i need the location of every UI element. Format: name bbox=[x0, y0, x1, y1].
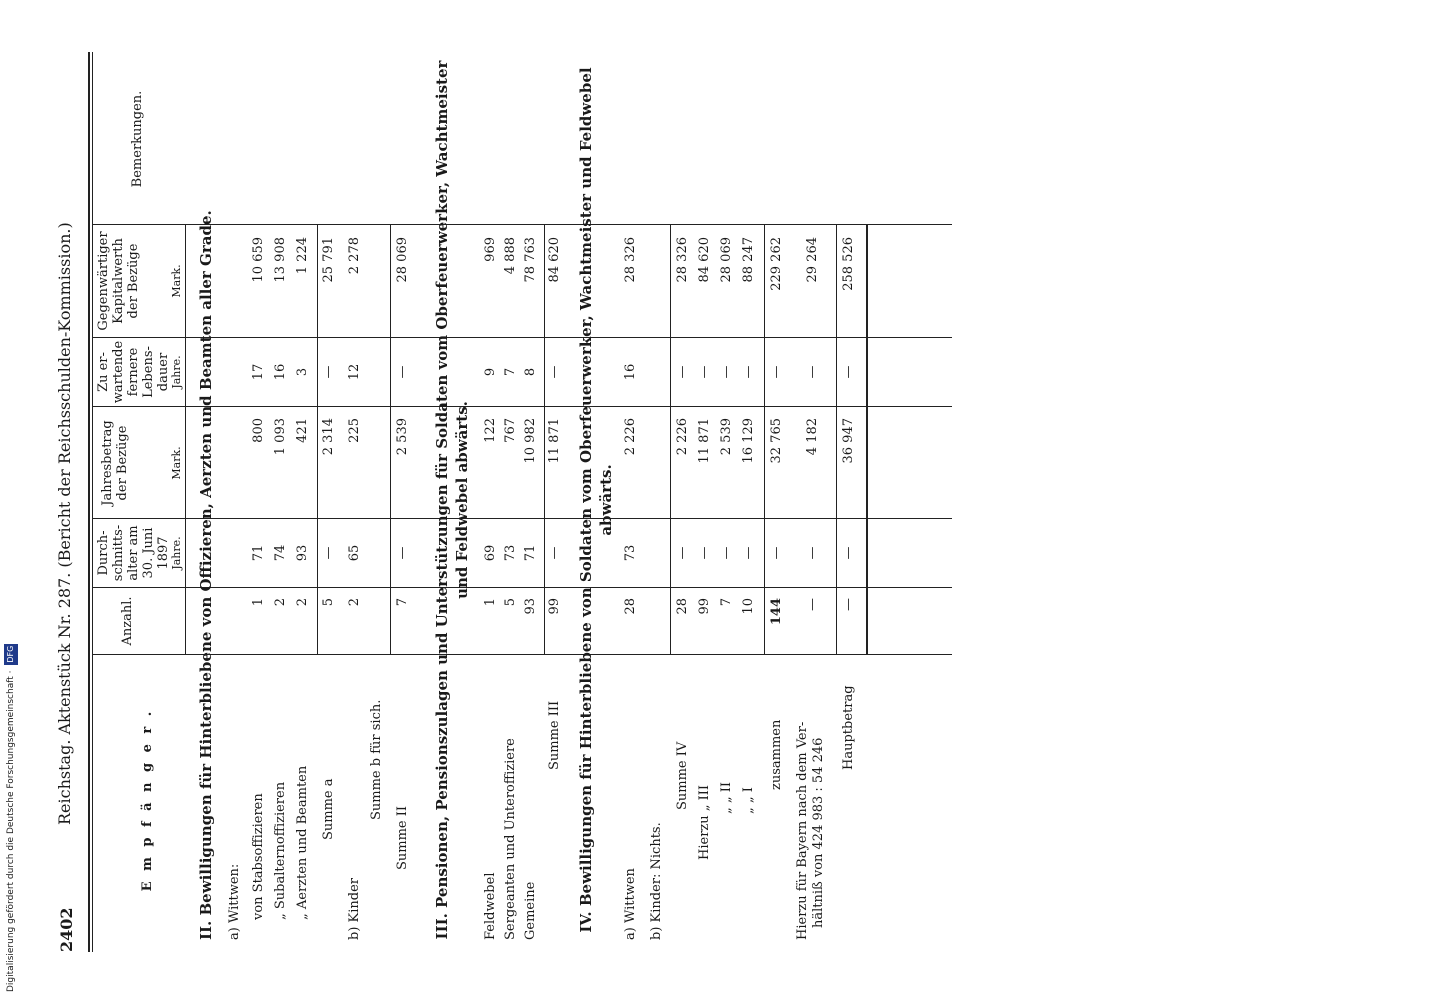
cell-jahresbetrag: 2 314 bbox=[321, 418, 336, 456]
column-divider-3 bbox=[92, 518, 952, 519]
cell-kapitalwerth: 84 620 bbox=[697, 237, 712, 283]
cell-alter: — bbox=[675, 546, 690, 560]
cell-lebensdauer: 17 bbox=[251, 363, 266, 381]
cell-lebensdauer: — bbox=[675, 365, 690, 379]
cell-lebensdauer: 8 bbox=[523, 367, 538, 377]
cell-alter: — bbox=[841, 546, 856, 560]
cell-jahresbetrag: 2 539 bbox=[719, 418, 734, 456]
row-label-summe-b: Summe b für sich. bbox=[369, 699, 384, 820]
row-label-hauptbetrag: Hauptbetrag bbox=[841, 685, 856, 770]
row-label-hierzu-I: „ „ I bbox=[741, 787, 756, 814]
cell-anzahl: 10 bbox=[741, 598, 756, 615]
cell-jahresbetrag: 122 bbox=[483, 418, 498, 443]
digitization-credit-text bbox=[4, 600, 18, 992]
cell-kapitalwerth: 84 620 bbox=[547, 237, 562, 283]
cell-alter: — bbox=[697, 546, 712, 560]
cell-kapitalwerth: 28 069 bbox=[395, 237, 410, 283]
cell-kapitalwerth: 10 659 bbox=[251, 237, 266, 283]
row-label-summe-IV: Summe IV bbox=[675, 741, 690, 810]
cell-lebensdauer: 16 bbox=[273, 363, 288, 381]
cell-kapitalwerth: 1 224 bbox=[295, 237, 310, 275]
top-rule-thin bbox=[92, 52, 93, 952]
sum-rule bbox=[670, 225, 671, 655]
row-label-zusammen: zusammen bbox=[769, 719, 784, 790]
cell-anzahl: 28 bbox=[623, 598, 638, 615]
cell-kapitalwerth: 2 278 bbox=[347, 237, 362, 275]
cell-anzahl: 99 bbox=[697, 598, 712, 615]
row-label: von Stabsoffizieren bbox=[251, 793, 266, 920]
cell-alter: 93 bbox=[295, 544, 310, 562]
cell-anzahl: 2 bbox=[273, 598, 288, 607]
cell-alter: — bbox=[719, 546, 734, 560]
cell-anzahl: 99 bbox=[547, 598, 562, 615]
cell-alter: — bbox=[547, 546, 562, 560]
header-jahresbetrag: Jahresbetrag der Bezüge bbox=[100, 420, 130, 506]
row-label: Feldwebel bbox=[483, 872, 498, 940]
cell-jahresbetrag: 2 226 bbox=[675, 418, 690, 456]
column-divider-6 bbox=[92, 224, 952, 225]
cell-alter: — bbox=[321, 546, 336, 560]
cell-alter: 71 bbox=[251, 544, 266, 562]
cell-jahresbetrag: 421 bbox=[295, 418, 310, 443]
cell-kapitalwerth: 28 326 bbox=[675, 237, 690, 283]
cell-kapitalwerth: 4 888 bbox=[503, 237, 518, 275]
row-label-bayern-2: hältniß von 424 983 : 54 246 bbox=[811, 737, 826, 928]
cell-alter: 74 bbox=[273, 544, 288, 562]
cell-jahresbetrag: 11 871 bbox=[697, 418, 712, 464]
section-III-title: III. Pensionen, Pensionszulagen und Unterstützungen für Soldaten vom Oberfeuerwerker, Wachtmeister und Feldwebel abwärts. bbox=[433, 60, 471, 940]
cell-kapitalwerth: 88 247 bbox=[741, 237, 756, 283]
row-label: „ Subalternoffizieren bbox=[273, 781, 288, 920]
cell-kapitalwerth: 78 763 bbox=[523, 237, 538, 283]
header-empfaenger: E m p f ä n g e r . bbox=[140, 708, 155, 892]
column-divider-1 bbox=[92, 654, 952, 655]
dfg-logo: DFG bbox=[4, 644, 18, 665]
cell-jahresbetrag: 11 871 bbox=[547, 418, 562, 464]
header-bottom-rule bbox=[185, 225, 186, 655]
sum-rule bbox=[544, 225, 545, 655]
cell-alter: 73 bbox=[623, 544, 638, 562]
cell-anzahl: 7 bbox=[395, 598, 410, 607]
cell-jahresbetrag: 32 765 bbox=[769, 418, 784, 464]
header-anzahl: Anzahl. bbox=[120, 596, 135, 646]
cell-jahresbetrag: 10 982 bbox=[523, 418, 538, 464]
cell-kapitalwerth: 29 264 bbox=[805, 237, 820, 283]
cell-alter: — bbox=[805, 546, 820, 560]
cell-anzahl: — bbox=[841, 598, 856, 611]
cell-anzahl: 5 bbox=[503, 598, 518, 607]
cell-jahresbetrag: 800 bbox=[251, 418, 266, 443]
column-divider-4 bbox=[92, 406, 952, 407]
cell-lebensdauer: — bbox=[741, 365, 756, 379]
sum-rule bbox=[317, 225, 318, 655]
cell-alter: 69 bbox=[483, 544, 498, 562]
cell-kapitalwerth: 969 bbox=[483, 237, 498, 262]
table-bottom-rule bbox=[866, 225, 868, 655]
sum-rule bbox=[764, 225, 765, 655]
cell-anzahl: — bbox=[805, 598, 820, 611]
digitization-credit bbox=[2, 600, 16, 992]
cell-jahresbetrag: 767 bbox=[503, 418, 518, 443]
credit-text: Digitalisierung gefördert durch die Deutsche Forschungsgemeinschaft bbox=[6, 676, 16, 992]
header-bemerkungen: Bemerkungen. bbox=[130, 90, 145, 188]
cell-alter: 65 bbox=[347, 544, 362, 562]
cell-lebensdauer: — bbox=[547, 365, 562, 379]
header-kapitalwerth: Gegenwärtiger Kapitalwerth der Bezüge bbox=[96, 231, 141, 331]
running-head: Reichstag. Aktenstück Nr. 287. (Bericht der Reichsschulden-Kommission.) bbox=[55, 222, 74, 825]
row-label: „ Aerzten und Beamten bbox=[295, 765, 310, 920]
cell-anzahl: 2 bbox=[347, 598, 362, 607]
sum-rule bbox=[390, 225, 391, 655]
row-label: Gemeine bbox=[523, 881, 538, 940]
cell-alter: 71 bbox=[523, 544, 538, 562]
row-label-bayern-1: Hierzu für Bayern nach dem Ver- bbox=[795, 721, 810, 940]
top-rule bbox=[88, 52, 90, 952]
cell-lebensdauer: 7 bbox=[503, 367, 518, 377]
header-kapitalwerth-unit: Mark. bbox=[170, 264, 183, 298]
header-alter-unit: Jahre. bbox=[170, 536, 183, 570]
column-divider-5 bbox=[92, 337, 952, 338]
row-label-summe-II: Summe II bbox=[395, 805, 410, 870]
cell-kapitalwerth: 28 326 bbox=[623, 237, 638, 283]
row-label: Sergeanten und Unteroffiziere bbox=[503, 738, 518, 940]
cell-jahresbetrag: 4 182 bbox=[805, 418, 820, 456]
cell-jahresbetrag: 36 947 bbox=[841, 418, 856, 464]
header-lebensdauer-unit: Jahre. bbox=[170, 355, 183, 389]
cell-alter: — bbox=[741, 546, 756, 560]
section-IV-title: IV. Bewilligungen für Hinterbliebene von Soldaten vom Oberfeuerwerker, Wachtmeister und Feldwebel abwärts. bbox=[577, 67, 615, 933]
cell-kapitalwerth: 229 262 bbox=[769, 237, 784, 291]
row-label-kinder: b) Kinder bbox=[347, 878, 362, 940]
cell-anzahl: 2 bbox=[295, 598, 310, 607]
cell-alter: 73 bbox=[503, 544, 518, 562]
cell-lebensdauer: — bbox=[769, 365, 784, 379]
header-alter: Durch-schnitts-alter am 30. Juni 1897 bbox=[96, 524, 171, 582]
cell-lebensdauer: 12 bbox=[347, 363, 362, 381]
row-label-hierzu-II: „ „ II bbox=[719, 781, 734, 814]
row-label-kinder-nichts: b) Kinder: Nichts. bbox=[649, 822, 664, 940]
cell-anzahl: 28 bbox=[675, 598, 690, 615]
header-lebensdauer: Zu er-wartende fernere Lebens-dauer bbox=[96, 340, 171, 404]
cell-lebensdauer: — bbox=[395, 365, 410, 379]
cell-kapitalwerth: 25 791 bbox=[321, 237, 336, 283]
section-II-title: II. Bewilligungen für Hinterbliebene von Offizieren, Aerzten und Beamten aller Grade. bbox=[197, 210, 215, 940]
credit-separator: · bbox=[6, 667, 16, 677]
cell-lebensdauer: 9 bbox=[483, 367, 498, 377]
cell-jahresbetrag: 2 539 bbox=[395, 418, 410, 456]
cell-anzahl: 7 bbox=[719, 598, 734, 607]
cell-lebensdauer: 3 bbox=[295, 367, 310, 377]
cell-kapitalwerth: 13 908 bbox=[273, 237, 288, 283]
cell-anzahl: 93 bbox=[523, 598, 538, 615]
cell-jahresbetrag: 1 093 bbox=[273, 418, 288, 456]
cell-lebensdauer: — bbox=[719, 365, 734, 379]
row-label-wittwen: a) Wittwen bbox=[623, 868, 638, 940]
cell-lebensdauer: — bbox=[841, 365, 856, 379]
cell-jahresbetrag: 2 226 bbox=[623, 418, 638, 456]
cell-alter: — bbox=[769, 546, 784, 560]
cell-anzahl: 1 bbox=[483, 598, 498, 607]
section-II-a-label: a) Wittwen: bbox=[227, 863, 242, 940]
header-jahresbetrag-unit: Mark. bbox=[170, 446, 183, 480]
cell-jahresbetrag: 225 bbox=[347, 418, 362, 443]
page-number: 2402 bbox=[57, 907, 76, 952]
row-label-hierzu-III: Hierzu „ III bbox=[697, 784, 712, 860]
cell-kapitalwerth: 258 526 bbox=[841, 237, 856, 291]
cell-lebensdauer: 16 bbox=[623, 363, 638, 381]
cell-anzahl: 1 bbox=[251, 598, 266, 607]
cell-kapitalwerth: 28 069 bbox=[719, 237, 734, 283]
cell-anzahl: 5 bbox=[321, 598, 336, 607]
cell-lebensdauer: — bbox=[321, 365, 336, 379]
cell-alter: — bbox=[395, 546, 410, 560]
cell-jahresbetrag: 16 129 bbox=[741, 418, 756, 464]
column-divider-2 bbox=[92, 587, 952, 588]
sum-rule bbox=[836, 225, 837, 655]
cell-anzahl: 144 bbox=[769, 598, 784, 626]
cell-lebensdauer: — bbox=[697, 365, 712, 379]
cell-lebensdauer: — bbox=[805, 365, 820, 379]
row-label-summe-a: Summe a bbox=[321, 778, 336, 840]
row-label-summe-III: Summe III bbox=[547, 700, 562, 770]
